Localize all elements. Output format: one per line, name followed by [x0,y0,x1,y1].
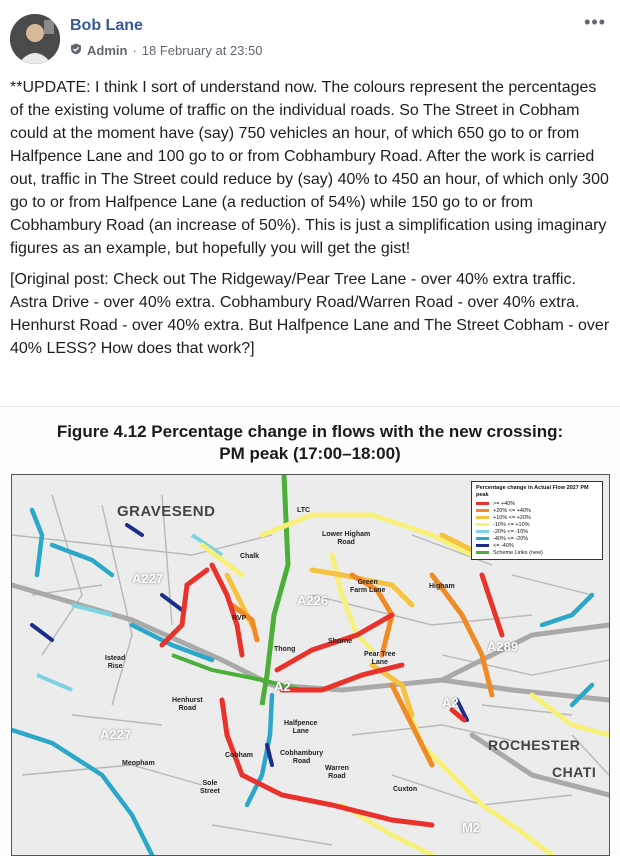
post-image-figure[interactable] [0,406,620,854]
author-name[interactable]: Bob Lane [70,17,143,34]
legend-item: >= +40% [476,500,598,507]
road-a2-centre: A2 [274,679,291,694]
place-shorne: Shorne [328,638,353,645]
place-thong: Thong [274,646,296,653]
avatar[interactable] [10,14,60,64]
role-badge: Admin [87,43,128,58]
road-m2: M2 [462,820,481,835]
legend-item: Scheme Links (new) [476,549,598,556]
place-rochester: ROCHESTER [488,737,581,753]
road-a227-north: A227 [132,571,164,586]
road-a227-south: A227 [100,727,132,742]
place-halfpence-lane: Halfpence Lane [284,720,318,735]
more-options-icon[interactable]: ••• [584,12,606,32]
map-legend [471,481,603,560]
legend-item: -10% <= +10% [476,521,598,528]
legend-swatch [476,523,489,526]
legend-item: +10% <= +20% [476,514,598,521]
road-a226: A226 [297,593,329,608]
legend-swatch [476,544,489,547]
place-ltc: LTC [297,507,311,514]
legend-swatch [476,551,489,554]
place-chalk: Chalk [240,553,260,560]
place-istead-rise: Istead Rise [105,655,126,670]
place-higham: Higham [429,583,455,590]
legend-title: Percentage change in Actual Flow 2027 PM peak [476,485,589,498]
post-paragraph-update: **UPDATE: I think I sort of understand now. The colours represent the percentages of the existing volume of traffic on the individual roads. So The Street in Cobham could at the moment have (say) 750 vehicles an hour, of which 650 go to or from Halfpence Lane and 100 go to or from Cobhambury Road. After the work is carried out, traffic in The Street could reduce by (say) 40% to 450 an hour, of which only 300 go to or from Halfpence Lane (a reduction of 54%) while 150 go to or from Cobhambury Road (an increase of 50%). This is just a simplification using imaginary figures as an example, but hopefully you will get the gist! [10,79,609,257]
legend-item: +20% <= +40% [476,507,598,514]
place-pear-tree-lane: Pear Tree Lane [364,651,396,666]
road-a2-east: A2 [442,695,459,710]
legend-item: <= -40% [476,542,598,549]
place-henhurst-road: Henhurst Road [172,697,203,712]
legend-item: -40% <= -20% [476,535,598,542]
place-chatham: CHATI [552,764,597,780]
post-body [10,76,610,368]
legend-swatch [476,530,489,533]
road-a289: A289 [487,639,519,654]
place-sole-street: Sole Street [200,780,220,795]
place-meopham: Meopham [122,760,155,767]
legend-swatch [476,516,489,519]
post-paragraph-original: [Original post: Check out The Ridgeway/Pear Tree Lane - over 40% extra traffic. Astra Drive - over 40% extra. Cobhambury Road/Warren Road - over 40% extra. Henhurst Road - over 40% extra. But Halfpence Lane and The Street Cobham - over 40% LESS? How does that work?] [10,271,610,357]
place-green-farm-lane: Green Farm Lane [350,579,386,594]
legend-item: -20% <= -10% [476,528,598,535]
place-cuxton: Cuxton [393,786,418,793]
post-timestamp[interactable]: 18 February at 23:50 [141,43,263,58]
admin-shield-icon [70,43,82,58]
legend-swatch [476,537,489,540]
post-meta [70,43,263,58]
place-rvp: RVP [232,615,247,622]
legend-swatch [476,509,489,512]
place-gravesend: GRAVESEND [117,503,216,520]
place-lower-higham: Lower Higham Road [322,531,371,546]
traffic-map [11,474,610,856]
meta-separator: · [132,43,137,58]
place-cobhambury-road: Cobhambury Road [280,750,324,765]
place-cobham: Cobham [225,752,253,759]
legend-swatch [476,502,489,505]
figure-title: Figure 4.12 Percentage change in flows with the new crossing: PM peak (17:00–18:00) [56,422,564,463]
place-warren-road: Warren Road [325,765,349,780]
